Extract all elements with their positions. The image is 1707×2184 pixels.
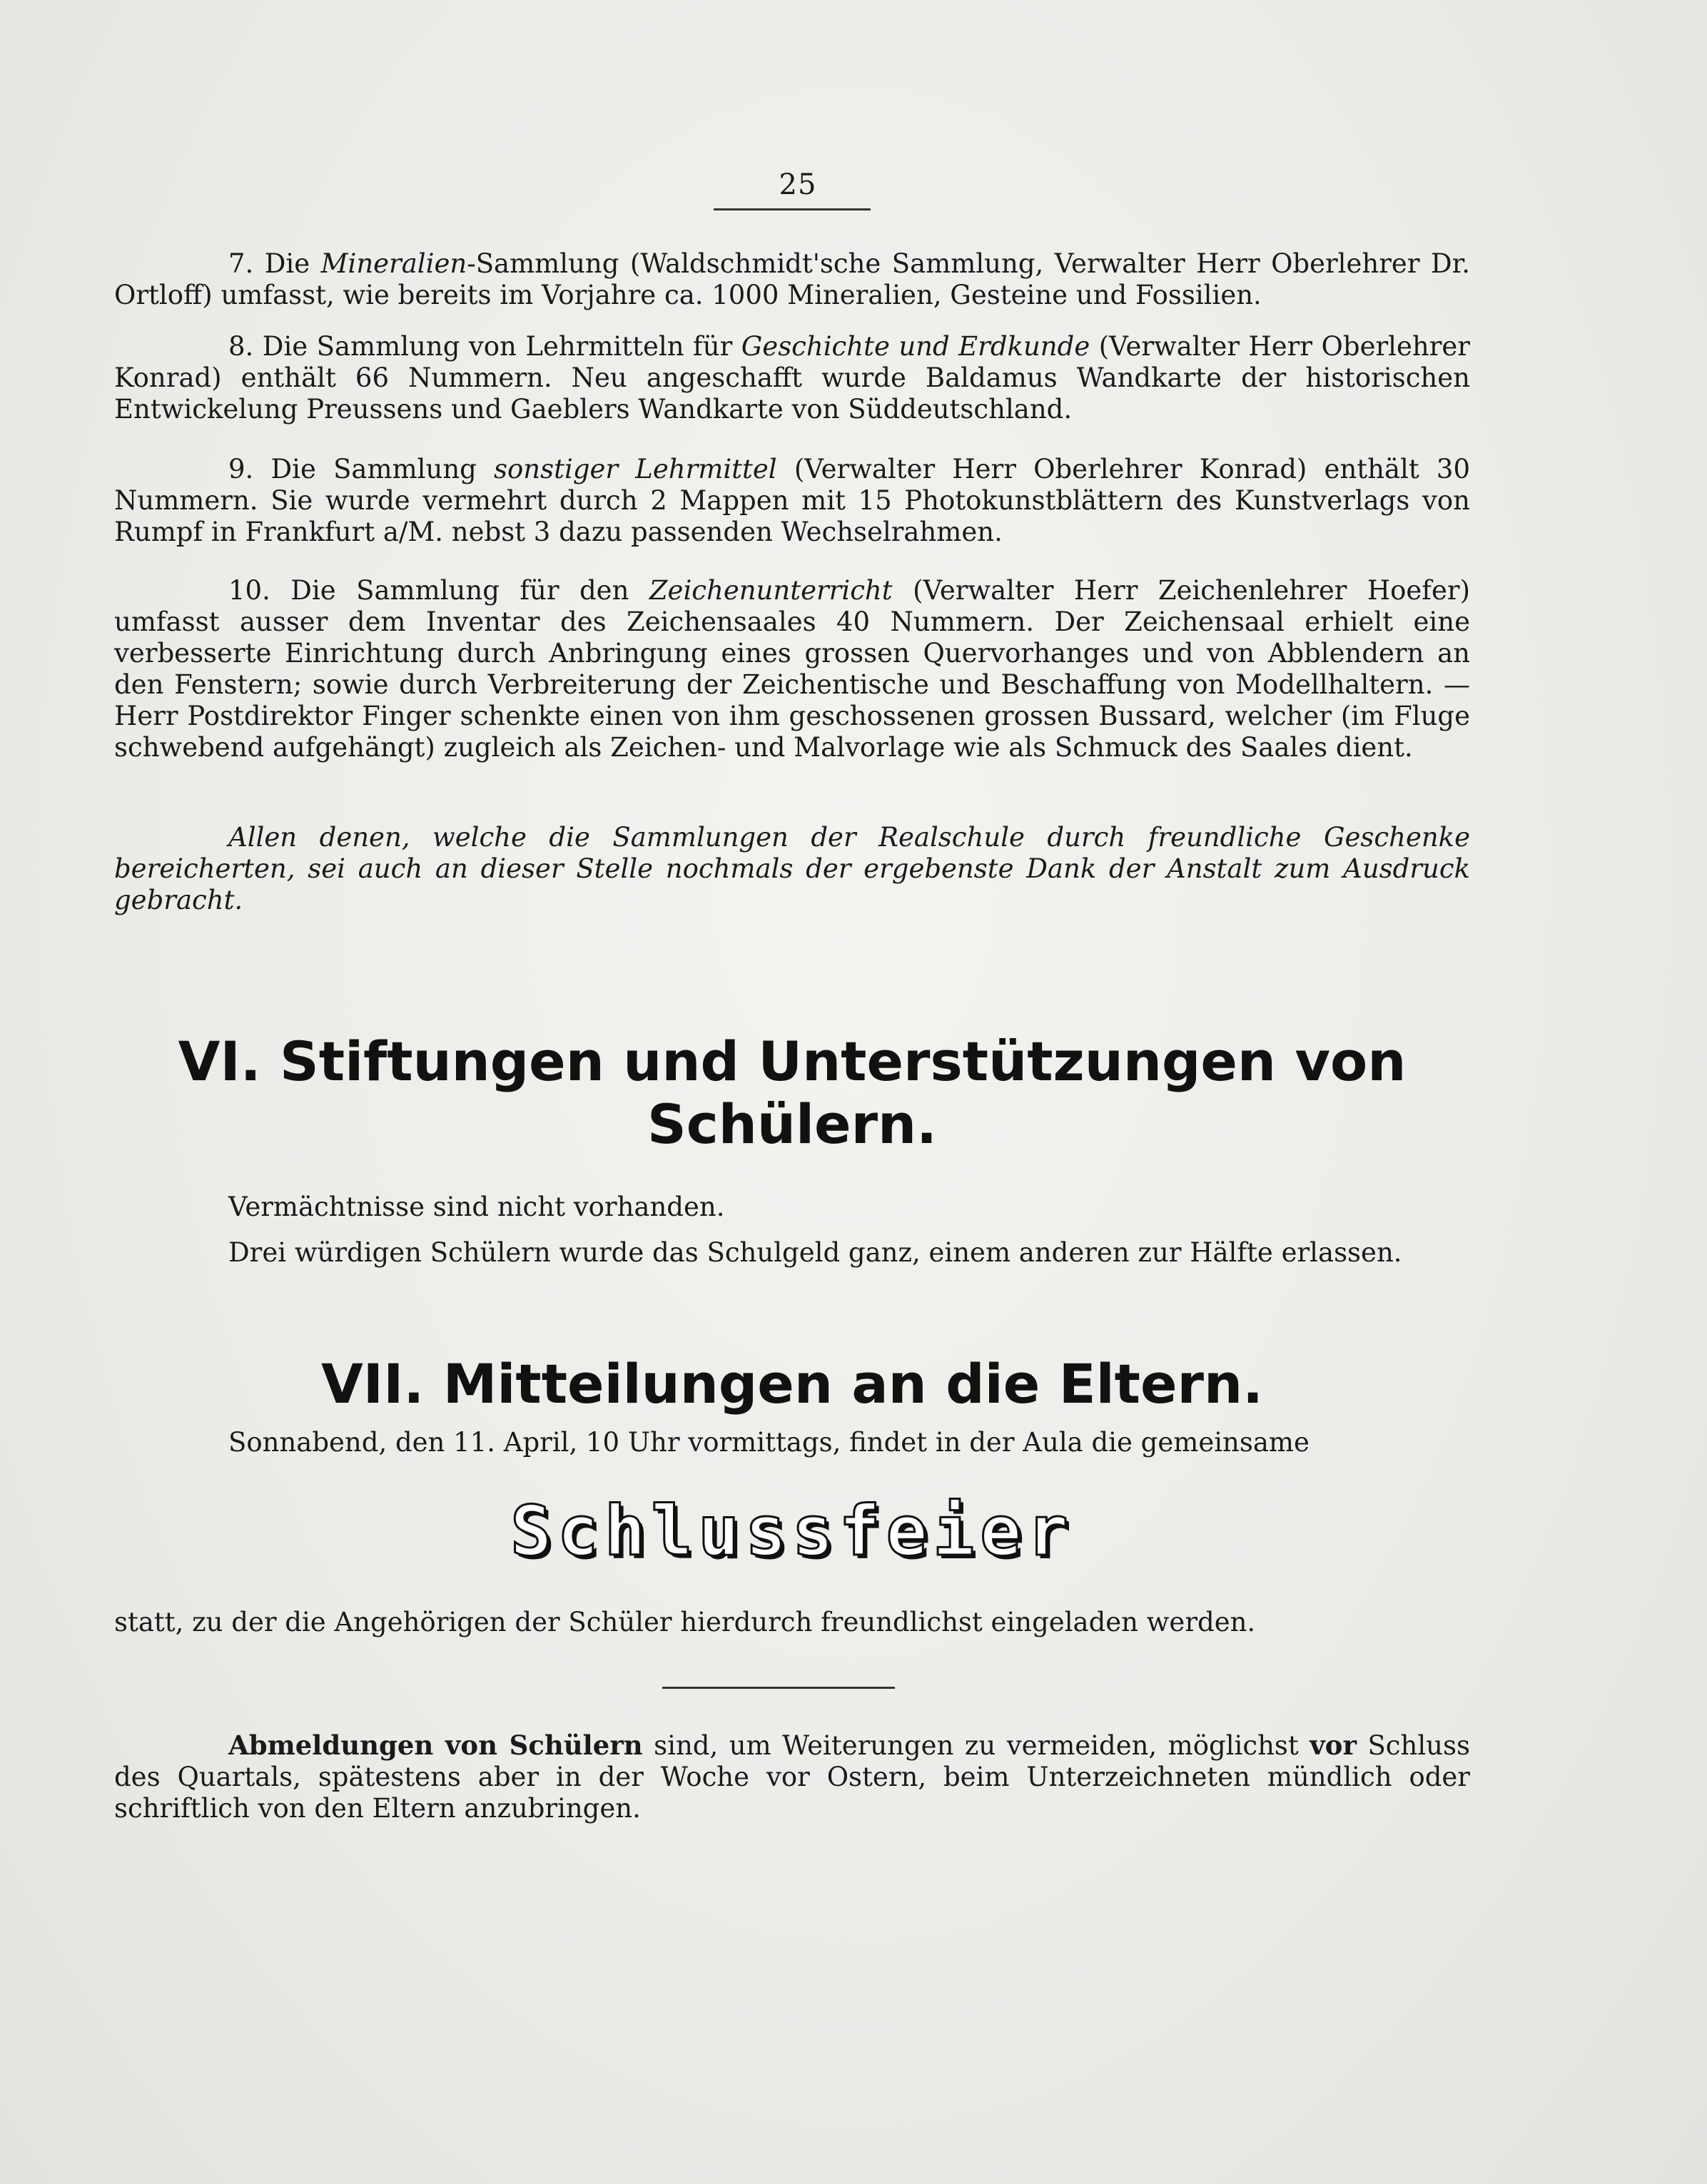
collection-paragraph-9	[114, 454, 1470, 548]
section-divider	[662, 1687, 895, 1689]
withdrawal-lead: Abmeldungen von Schülern	[228, 1730, 643, 1761]
collection-paragraph-10	[114, 575, 1470, 763]
header-rule	[714, 208, 871, 210]
collection-9-lead: 9. Die Sammlung	[228, 454, 495, 484]
inheritances-note: Vermächtnisse sind nicht vorhanden.	[228, 1192, 725, 1222]
collection-paragraph-8	[114, 331, 1470, 425]
collection-7-lead: 7. Die	[228, 248, 321, 279]
withdrawal-paragraph	[114, 1730, 1470, 1824]
tuition-waiver-note: Drei würdigen Schülern wurde das Schulgeld ganz, einem anderen zur Hälfte erlassen.	[228, 1237, 1402, 1268]
collection-9-emphasis: sonstiger Lehrmittel	[494, 454, 777, 484]
invitation-text: statt, zu der die Angehörigen der Schüler hierdurch freundlichst eingeladen werden.	[114, 1607, 1256, 1637]
ceremony-intro: Sonnabend, den 11. April, 10 Uhr vormittags, findet in der Aula die gemeinsame	[228, 1427, 1310, 1458]
withdrawal-text: Schluss des Quartals, spätestens aber in der Woche vor Ostern, beim Unterzeichneten mündlich oder schriftlich von den Eltern anzubringen.	[114, 1730, 1470, 1824]
collection-8-text: (Verwalter Herr Oberlehrer Konrad) enthält 66 Nummern. Neu angeschafft wurde Baldamus Wandkarte der historischen Entwickelung Preussens und Gaeblers Wandkarte von Süddeutschland.	[114, 331, 1470, 425]
collection-7-text: -Sammlung (Waldschmidt'sche Sammlung, Verwalter Herr Oberlehrer Dr. Ortloff) umfasst, wie bereits im Vorjahre ca. 1000 Mineralien, Gesteine und Fossilien.	[114, 248, 1470, 310]
withdrawal-vor: vor	[1310, 1730, 1357, 1761]
ceremony-title: Schlussfeier	[510, 1491, 1074, 1571]
page-number: 25	[779, 168, 817, 201]
section-6-heading: VI. Stiftungen und Unterstützungen von Schülern.	[178, 1030, 1407, 1156]
collection-10-emphasis: Zeichenunterricht	[649, 575, 893, 606]
section-7-heading: VII. Mitteilungen an die Eltern.	[320, 1352, 1264, 1416]
collection-10-text: (Verwalter Herr Zeichenlehrer Hoefer) umfasst ausser dem Inventar des Zeichensaales 40 Nummern. Der Zeichensaal erhielt eine verbesserte Einrichtung durch Anbringung eines grossen Quervorhanges und von Abblendern an den Fenstern; sowie durch Verbreiterung der Zeichentische und Beschaffung von Modellhaltern. — Herr Postdirektor Finger schenkte einen von ihm geschossenen grossen Bussard, welcher (im Fluge schwebend aufgehängt) zugleich als Zeichen- und Malvorlage wie als Schmuck des Saales dient.	[114, 575, 1470, 763]
collection-paragraph-7	[114, 248, 1470, 311]
collection-10-lead: 10. Die Sammlung für den	[228, 575, 649, 606]
collection-8-emphasis: Geschichte und Erdkunde	[741, 331, 1090, 362]
thanks-paragraph: Allen denen, welche die Sammlungen der Realschule durch freundliche Geschenke bereicherten, sei auch an dieser Stelle nochmals der ergebenste Dank der Anstalt zum Ausdruck gebracht.	[114, 822, 1470, 915]
collection-8-lead: 8. Die Sammlung von Lehrmitteln für	[228, 331, 741, 362]
collection-7-emphasis: Mineralien	[320, 248, 467, 279]
collection-9-text: (Verwalter Herr Oberlehrer Konrad) enthält 30 Nummern. Sie wurde vermehrt durch 2 Mappen mit 15 Photokunstblättern des Kunstverlags von Rumpf in Frankfurt a/M. nebst 3 dazu passenden Wechselrahmen.	[114, 454, 1471, 547]
withdrawal-mid: sind, um Weiterungen zu vermeiden, möglichst	[642, 1730, 1310, 1761]
